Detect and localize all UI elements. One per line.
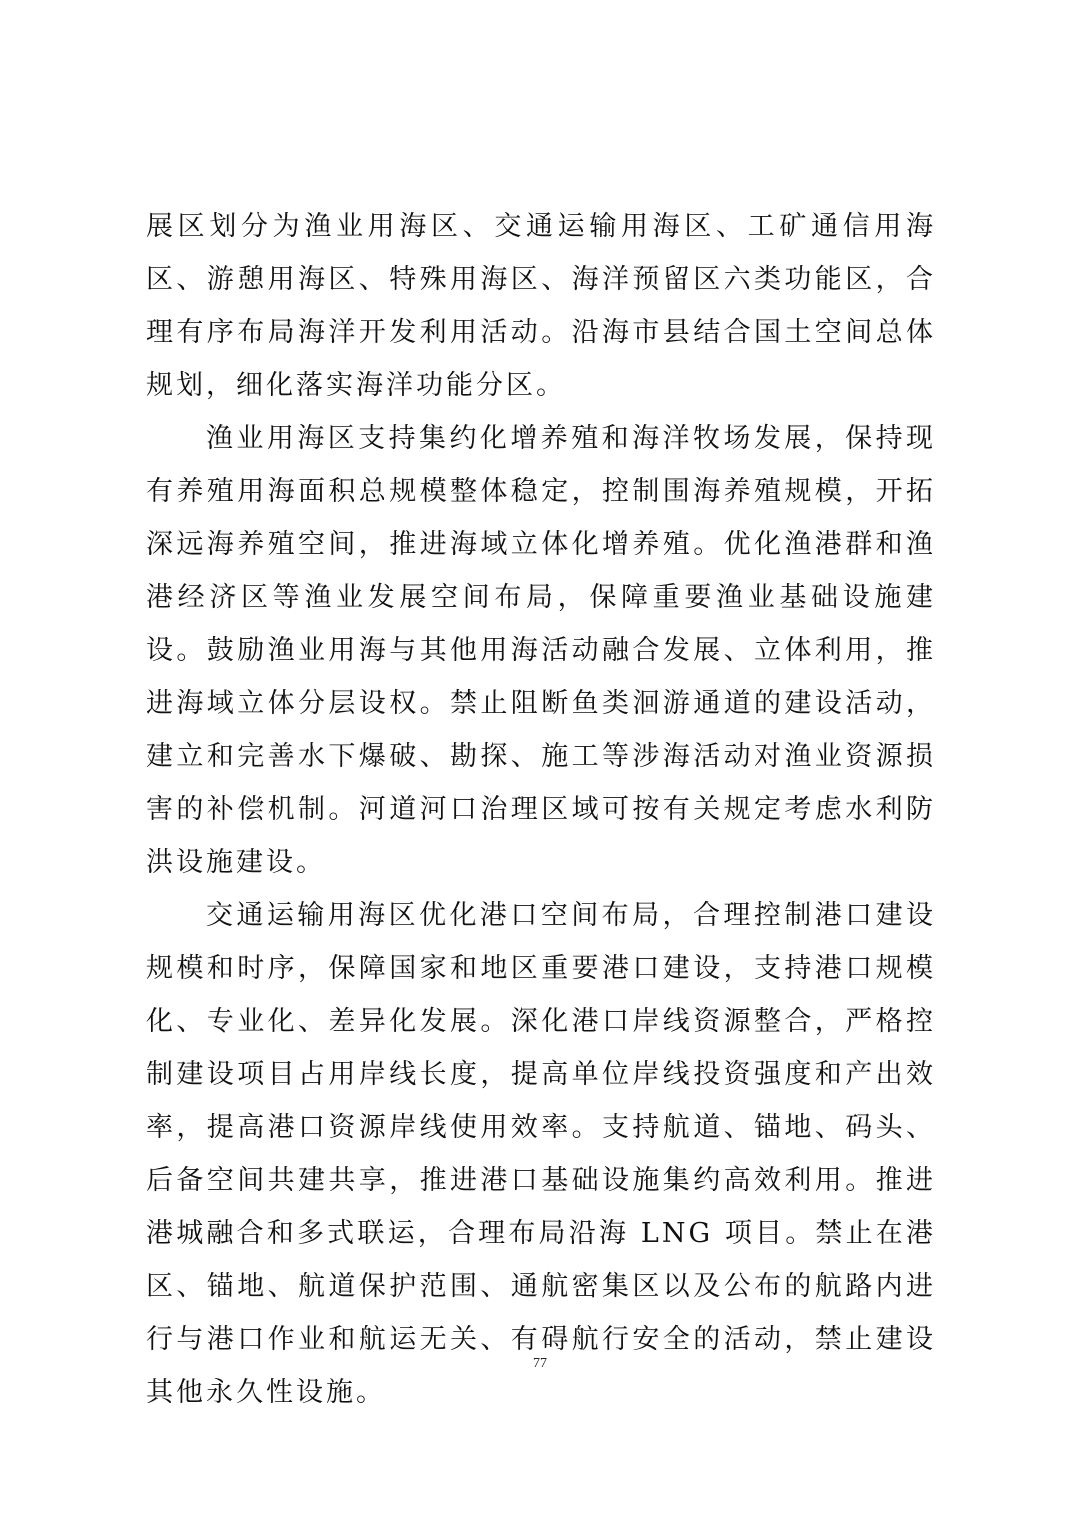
page-number: 77	[533, 1356, 547, 1371]
paragraph-continued: 展区划分为渔业用海区、交通运输用海区、工矿通信用海区、游憩用海区、特殊用海区、海洋预留区六类功能区，合理有序布局海洋开发利用活动。沿海市县结合国土空间总体规划，细化落实海洋功能分区。	[146, 211, 936, 401]
paragraph-fishery-zone: 渔业用海区支持集约化增养殖和海洋牧场发展，保持现有养殖用海面积总规模整体稳定，控制围海养殖规模，开拓深远海养殖空间，推进海域立体化增养殖。优化渔港群和渔港经济区等渔业发展空间布局，保障重要渔业基础设施建设。鼓励渔业用海与其他用海活动融合发展、立体利用，推进海域立体分层设权。禁止阻断鱼类洄游通道的建设活动，建立和完善水下爆破、勘探、施工等涉海活动对渔业资源损害的补偿机制。河道河口治理区域可按有关规定考虑水利防洪设施建设。	[146, 423, 936, 878]
paragraph-transport-zone: 交通运输用海区优化港口空间布局，合理控制港口建设规模和时序，保障国家和地区重要港口建设，支持港口规模化、专业化、差异化发展。深化港口岸线资源整合，严格控制建设项目占用岸线长度，提高单位岸线投资强度和产出效率，提高港口资源岸线使用效率。支持航道、锚地、码头、后备空间共建共享，推进港口基础设施集约高效利用。推进港城融合和多式联运，合理布局沿海 LNG 项目。禁止在港区、锚地、航道保护范围、通航密集区以及公布的航路内进行与港口作业和航运无关、有碍航行安全的活动，禁止建设其他永久性设施。	[146, 900, 936, 1408]
body-text	[146, 200, 936, 1419]
